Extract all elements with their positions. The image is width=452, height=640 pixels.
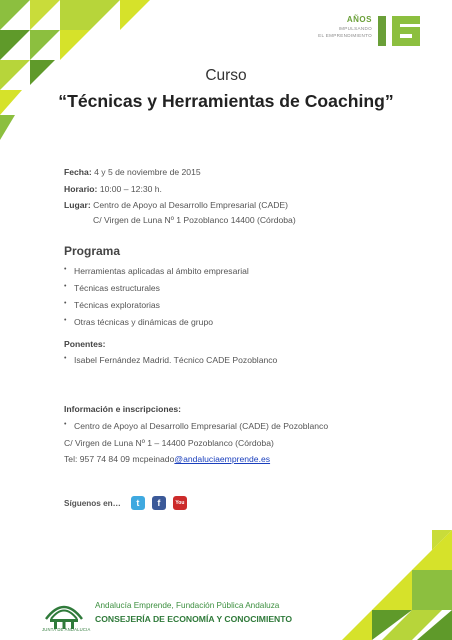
anos-logo bbox=[318, 14, 424, 54]
ponentes-list bbox=[64, 355, 277, 365]
ponentes-heading: Ponentes: bbox=[64, 339, 106, 349]
junta-label: JUNTA DE ANDALUCIA bbox=[42, 627, 91, 632]
list-item: • Técnicas estructurales bbox=[64, 283, 249, 293]
lugar-address: C/ Virgen de Luna Nº 1 Pozoblanco 14400 (Córdoba) bbox=[93, 215, 296, 225]
logo-10-mark bbox=[376, 14, 424, 48]
social-links bbox=[64, 496, 194, 510]
list-item: • Isabel Fernández Madrid. Técnico CADE Pozoblanco bbox=[64, 355, 277, 365]
youtube-glyph: You bbox=[175, 500, 185, 506]
lugar-label: Lugar: bbox=[64, 200, 91, 210]
decorative-triangles-bottom-right bbox=[332, 530, 452, 640]
twitter-icon[interactable] bbox=[131, 496, 145, 510]
logo-anos-text: AÑOS bbox=[346, 15, 372, 24]
facebook-glyph: f bbox=[157, 498, 161, 508]
horario-line bbox=[64, 184, 162, 194]
fecha-line bbox=[64, 167, 201, 177]
footer-org-line: Andalucía Emprende, Fundación Pública Andaluza bbox=[95, 601, 280, 610]
fecha-label: Fecha: bbox=[64, 167, 92, 177]
list-item: • Otras técnicas y dinámicas de grupo bbox=[64, 317, 249, 327]
inscripciones-heading: Información e inscripciones: bbox=[64, 404, 181, 414]
course-kicker: Curso bbox=[205, 67, 247, 84]
list-item: • Herramientas aplicadas al ámbito empresarial bbox=[64, 266, 249, 276]
youtube-icon[interactable] bbox=[173, 496, 187, 510]
lugar-value: Centro de Apoyo al Desarrollo Empresarial (CADE) bbox=[90, 200, 288, 210]
lugar-line bbox=[64, 200, 288, 210]
contact-line bbox=[64, 454, 270, 464]
course-title: “Técnicas y Herramientas de Coaching” bbox=[58, 91, 394, 111]
programa-list bbox=[64, 266, 249, 327]
horario-label: Horario: bbox=[64, 184, 98, 194]
tel-text: Tel: 957 74 84 09 mcpeinado bbox=[64, 454, 175, 464]
facebook-icon[interactable] bbox=[152, 496, 166, 510]
logo-tagline-2: EL EMPRENDIMIENTO bbox=[318, 33, 372, 38]
inscripciones-list bbox=[64, 421, 328, 431]
fecha-value: 4 y 5 de noviembre de 2015 bbox=[91, 167, 201, 177]
twitter-glyph: t bbox=[136, 498, 140, 508]
logo-tagline-1: IMPULSANDO bbox=[338, 26, 372, 31]
footer-consejeria: CONSEJERÍA DE ECONOMÍA Y CONOCIMIENTO bbox=[95, 614, 293, 624]
horario-value: 10:00 – 12:30 h. bbox=[97, 184, 162, 194]
inscripciones-address: C/ Virgen de Luna Nº 1 – 14400 Pozoblanco (Córdoba) bbox=[64, 438, 274, 448]
programa-heading: Programa bbox=[64, 244, 121, 258]
list-item: • Centro de Apoyo al Desarrollo Empresarial (CADE) de Pozoblanco bbox=[64, 421, 328, 431]
email-link[interactable]: @andaluciaemprende.es bbox=[174, 454, 271, 464]
social-label: Síguenos en… bbox=[64, 498, 121, 508]
list-item: • Técnicas exploratorias bbox=[64, 300, 249, 310]
